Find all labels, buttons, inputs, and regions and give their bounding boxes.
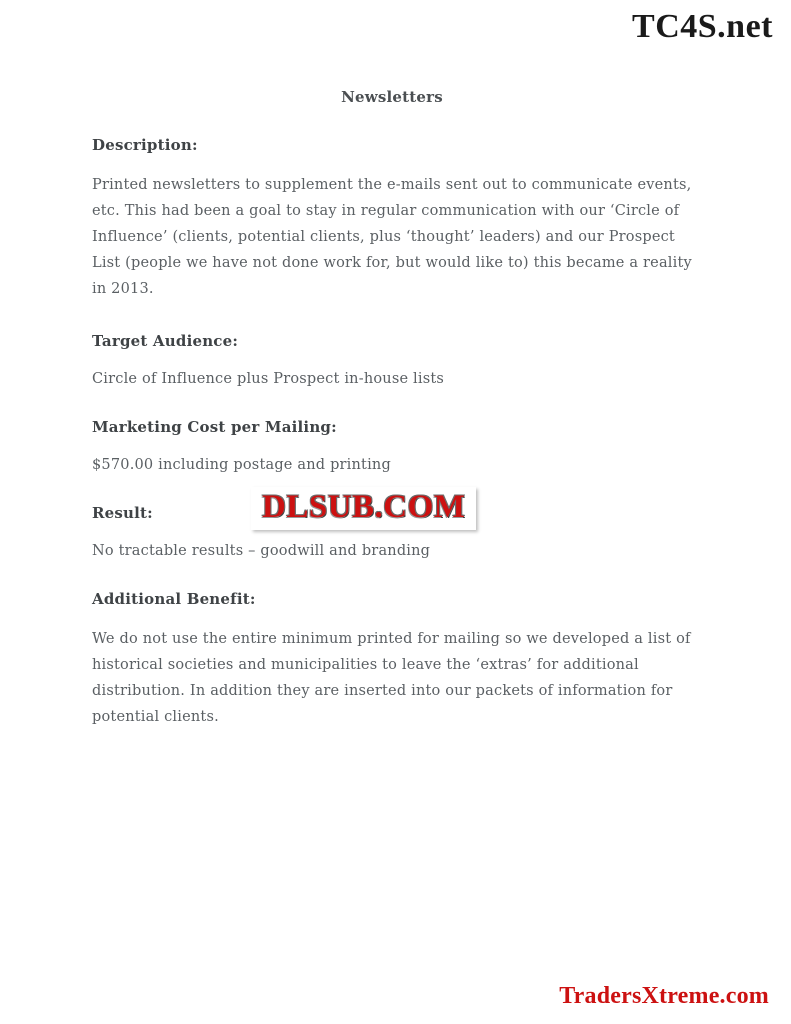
section-heading-additional-benefit: Additional Benefit:: [92, 590, 256, 608]
document-body: [92, 88, 692, 752]
section-heading-description: Description:: [92, 136, 198, 154]
section-text-description: Printed newsletters to supplement the e-mails sent out to communicate events, etc. This had been a goal to stay in regular communication with our ‘Circle of Influence’ (clients, potential clients, plus ‘thought’ leaders) and our Prospect List (people we have not done work for, but would like to) this became a reality in 2013.: [92, 177, 692, 297]
section-marketing-cost: [92, 418, 692, 478]
section-text-result: No tractable results – goodwill and branding: [92, 543, 431, 559]
section-text-target-audience: Circle of Influence plus Prospect in-house lists: [92, 371, 445, 387]
section-heading-result: Result:: [92, 504, 153, 522]
section-description: [92, 136, 692, 302]
site-brand-top: TC4S.net: [632, 8, 773, 45]
site-brand-footer: TradersXtreme.com: [559, 983, 769, 1009]
section-target-audience: [92, 332, 692, 392]
watermark-overlay: DLSUB.COM: [251, 487, 476, 530]
page-title: Newsletters: [341, 88, 443, 106]
section-heading-target-audience: Target Audience:: [92, 332, 239, 350]
section-additional-benefit: [92, 590, 692, 730]
section-text-marketing-cost: $570.00 including postage and printing: [92, 457, 391, 473]
section-text-additional-benefit: We do not use the entire minimum printed for mailing so we developed a list of historical societies and municipalities to leave the ‘extras’ for additional distribution. In addition they are inserted into our packets of information for potential clients.: [92, 631, 691, 725]
section-heading-marketing-cost: Marketing Cost per Mailing:: [92, 418, 337, 436]
